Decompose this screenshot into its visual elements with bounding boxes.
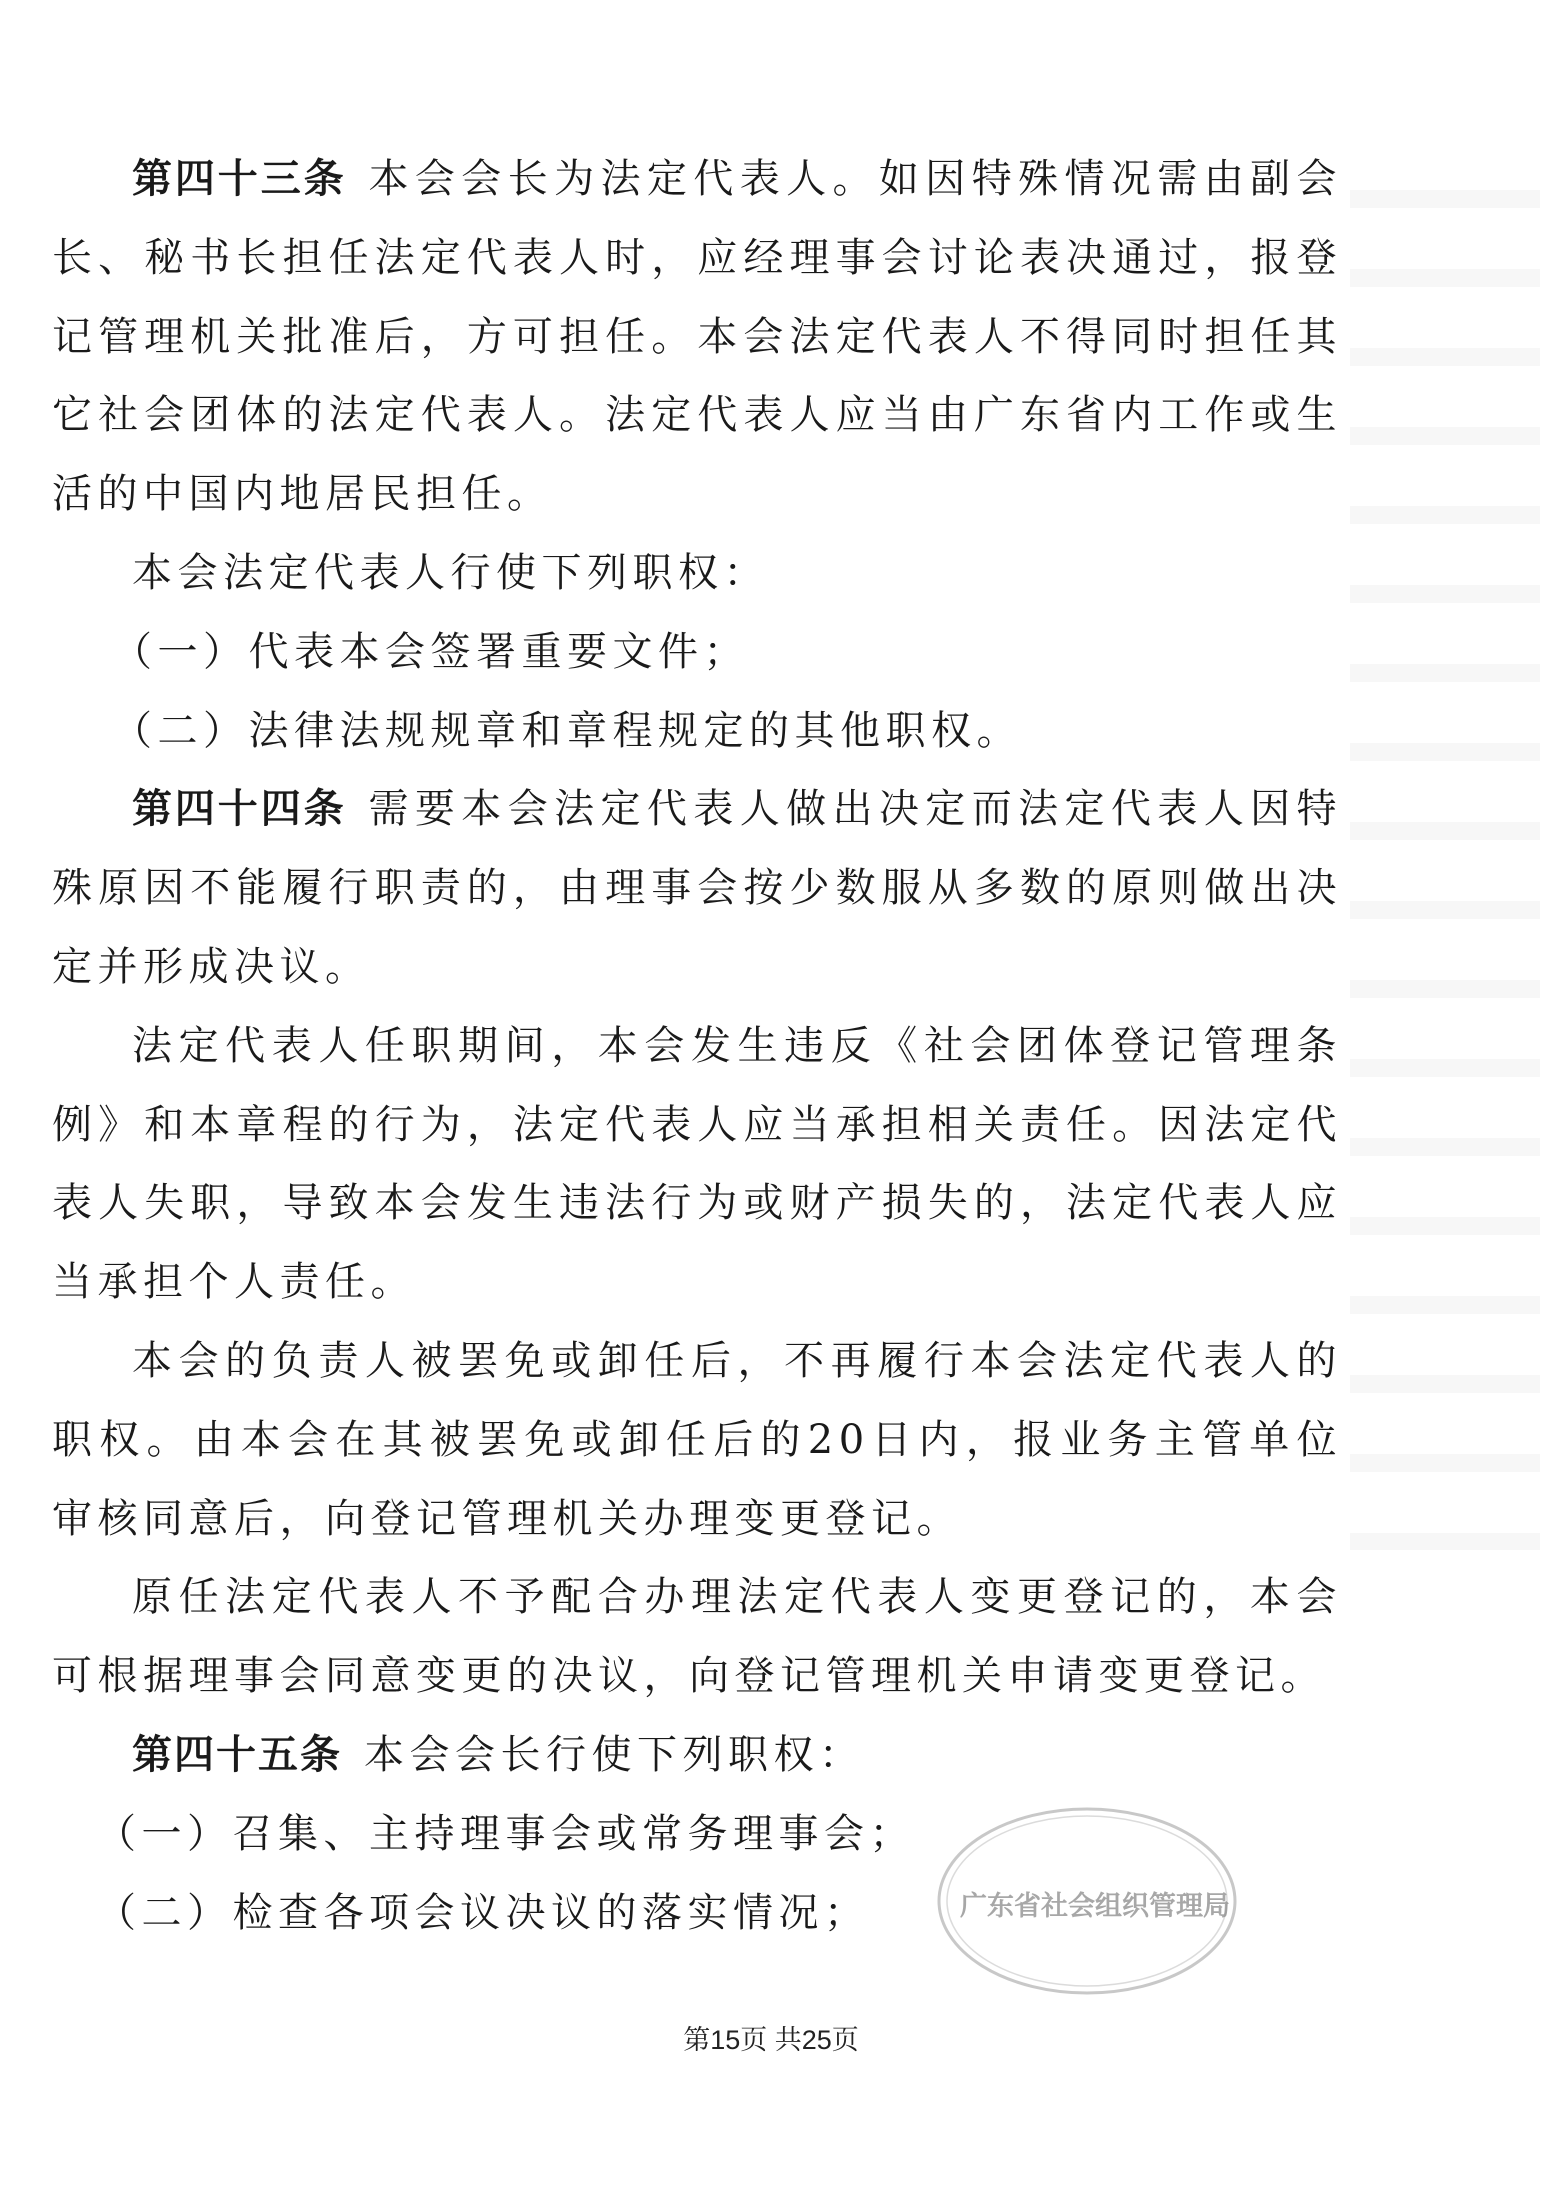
list-item: （二）法律法规规章和章程规定的其他职权。 — [112, 707, 1022, 754]
paragraph-article-43 — [52, 140, 1342, 534]
paragraph-removal: 本会的负责人被罢免或卸任后，不再履行本会法定代表人的职权。由本会在其被罢免或卸任后的20日内，报业务主管单位审核同意后，向登记管理机关办理变更登记。 — [52, 1337, 1342, 1542]
paragraph-change-registration: 原任法定代表人不予配合办理法定代表人变更登记的，本会可根据理事会同意变更的决议，向登记管理机关申请变更登记。 — [52, 1574, 1342, 1700]
article-body — [52, 140, 1342, 1952]
paragraph-article-44 — [52, 770, 1342, 1006]
list-item: （一）代表本会签署重要文件； — [112, 628, 749, 675]
list-item: （二）检查各项会议决议的落实情况； — [96, 1889, 870, 1936]
official-seal-stamp — [925, 1795, 1265, 2015]
article-number: 第四十四条 — [132, 786, 347, 833]
seal-text: 广东省社会组织管理局 — [960, 1891, 1230, 1922]
paragraph-article-45 — [52, 1716, 1342, 1795]
article-number: 第四十三条 — [132, 156, 347, 202]
list-item: （一）召集、主持理事会或常务理事会； — [96, 1810, 915, 1857]
paragraph-text: 本会会长为法定代表人。如因特殊情况需由副会长、秘书长担任法定代表人时，应经理事会讨论表决通过，报登记管理机关批准后，方可担任。本会法定代表人不得同时担任其它社会团体的法定代表人。法定代表人应当由广东省内工作或生活的中国内地居民担任。 — [52, 156, 1342, 518]
paragraph-text: 本会会长行使下列职权： — [364, 1731, 865, 1778]
article-number: 第四十五条 — [132, 1731, 342, 1778]
page-number: 第15页 共25页 — [683, 2025, 859, 2055]
reverse-side-bleed-through — [1350, 150, 1540, 1550]
paragraph-powers-intro: 本会法定代表人行使下列职权： — [132, 549, 769, 596]
paragraph-liability: 法定代表人任职期间，本会发生违反《社会团体登记管理条例》和本章程的行为，法定代表人应当承担相关责任。因法定代表人失职，导致本会发生违法行为或财产损失的，法定代表人应当承担个人责任。 — [52, 1022, 1342, 1306]
paragraph-text: 需要本会法定代表人做出决定而法定代表人因特殊原因不能履行职责的，由理事会按少数服从多数的原则做出决定并形成决议。 — [52, 786, 1342, 990]
